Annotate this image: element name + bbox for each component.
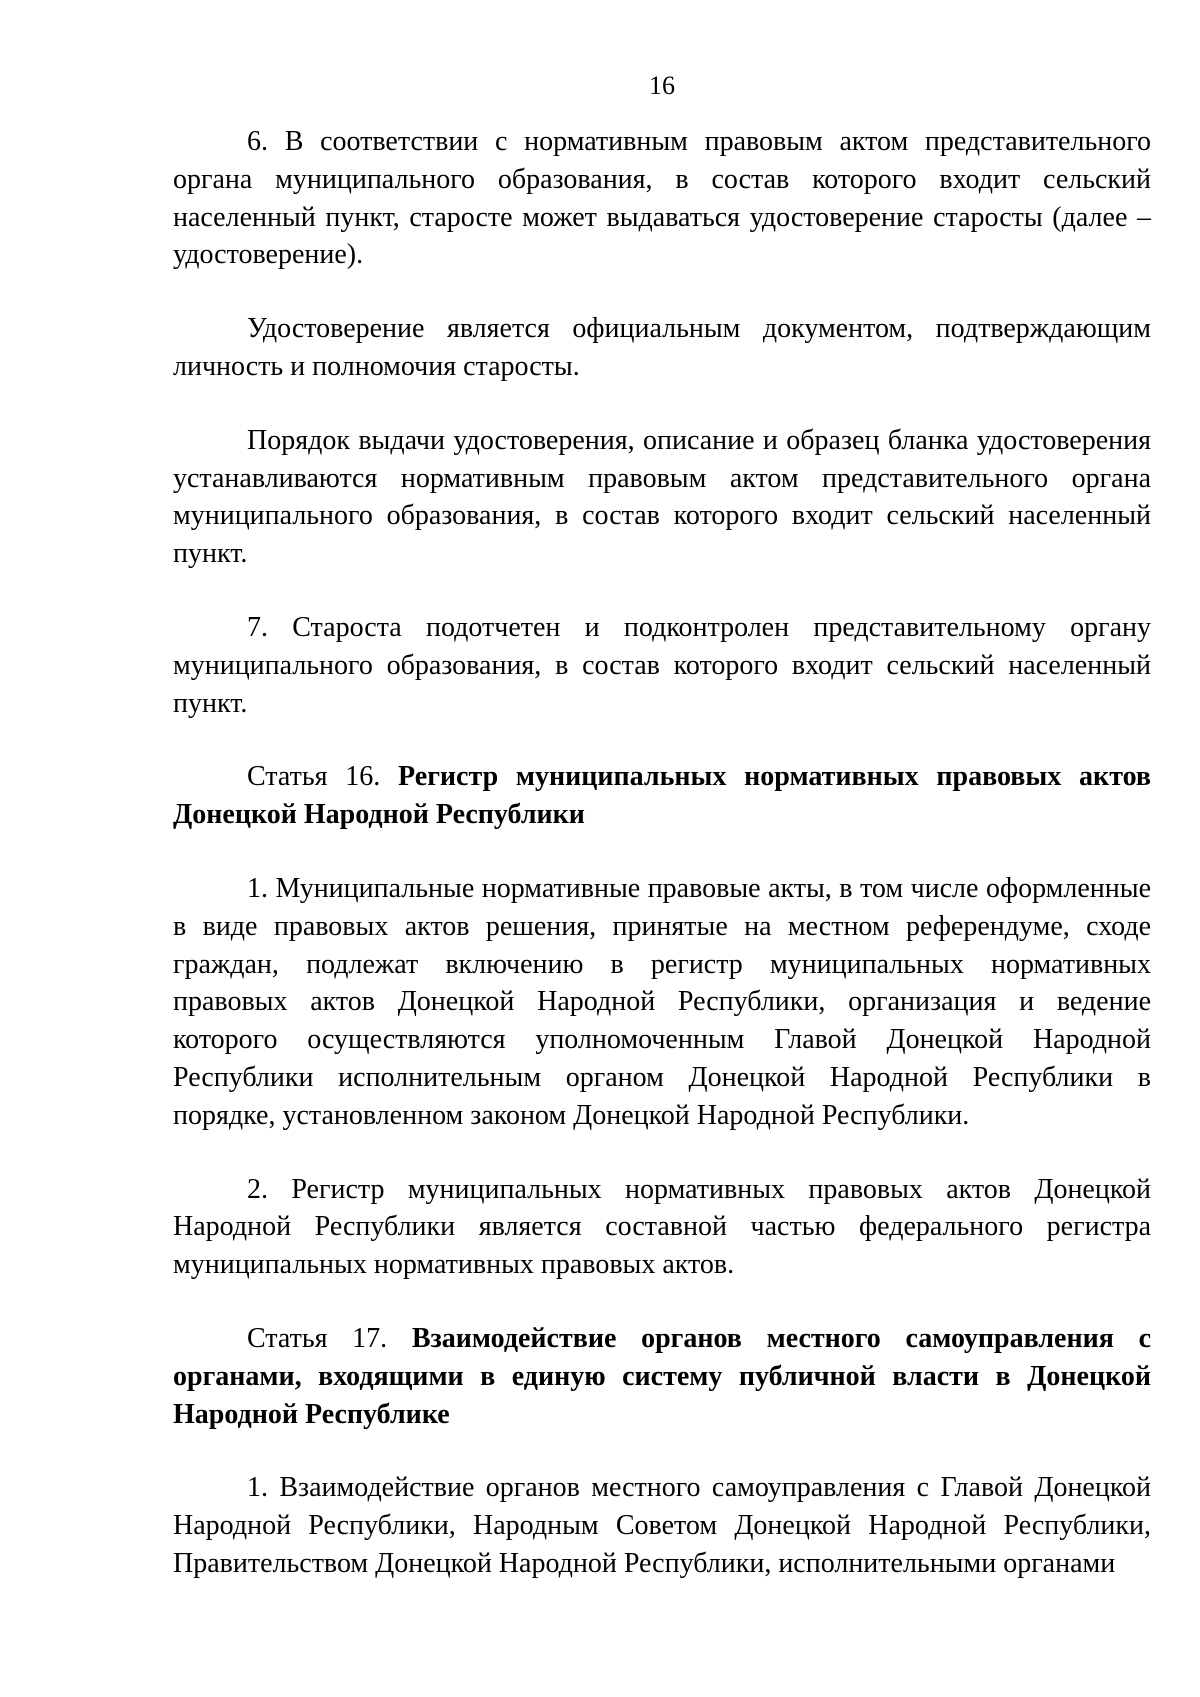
- paragraph-6: 6. В соответствии с нормативным правовым актом представительного органа муниципального образования, в состав которого входит сельский населенный пункт, старосте может выдаваться удостоверение старосты (далее – удостоверение).: [173, 126, 1151, 271]
- article-17-heading: [173, 1320, 1151, 1433]
- article-17-label: Статья 17.: [247, 1322, 388, 1354]
- article-16-heading: [173, 758, 1151, 834]
- article-16-label: Статья 16.: [247, 761, 381, 793]
- page-number: 16: [649, 71, 675, 100]
- article-16-paragraph-1: 1. Муниципальные нормативные правовые акты, в том числе оформленные в виде правовых актов решения, принятые на местном референдуме, сходе граждан, подлежат включению в регистр муниципальных нормативных правовых актов Донецкой Народной Республики, организация и ведение которого осуществляются уполномоченным Главой Донецкой Народной Республики исполнительным органом Донецкой Народной Республики в порядке, установленном законом Донецкой Народной Республики.: [173, 872, 1151, 1131]
- article-16-paragraph-2: 2. Регистр муниципальных нормативных правовых актов Донецкой Народной Республики является составной частью федерального регистра муниципальных нормативных правовых актов.: [173, 1173, 1151, 1281]
- paragraph-7: 7. Староста подотчетен и подконтролен представительному органу муниципального образования, в состав которого входит сельский населенный пункт.: [173, 611, 1151, 719]
- document-page: [173, 0, 1151, 1583]
- article-16-title: Регистр муниципальных нормативных правовых актов Донецкой Народной Республики: [173, 761, 1152, 831]
- article-17-paragraph-1: 1. Взаимодействие органов местного самоуправления с Главой Донецкой Народной Республики, Народным Советом Донецкой Народной Республики, Правительством Донецкой Народной Республики, исполнительными органами: [173, 1472, 1151, 1579]
- paragraph-certificate-status: Удостоверение является официальным документом, подтверждающим личность и полномочия старосты.: [173, 313, 1151, 382]
- article-17-title: Взаимодействие органов местного самоуправления с органами, входящими в единую систему публичной власти в Донецкой Народной Республике: [173, 1322, 1152, 1430]
- paragraph-certificate-procedure: Порядок выдачи удостоверения, описание и образец бланка удостоверения устанавливаются нормативным правовым актом представительного органа муниципального образования, в состав которого входит сельский населенный пункт.: [173, 424, 1151, 570]
